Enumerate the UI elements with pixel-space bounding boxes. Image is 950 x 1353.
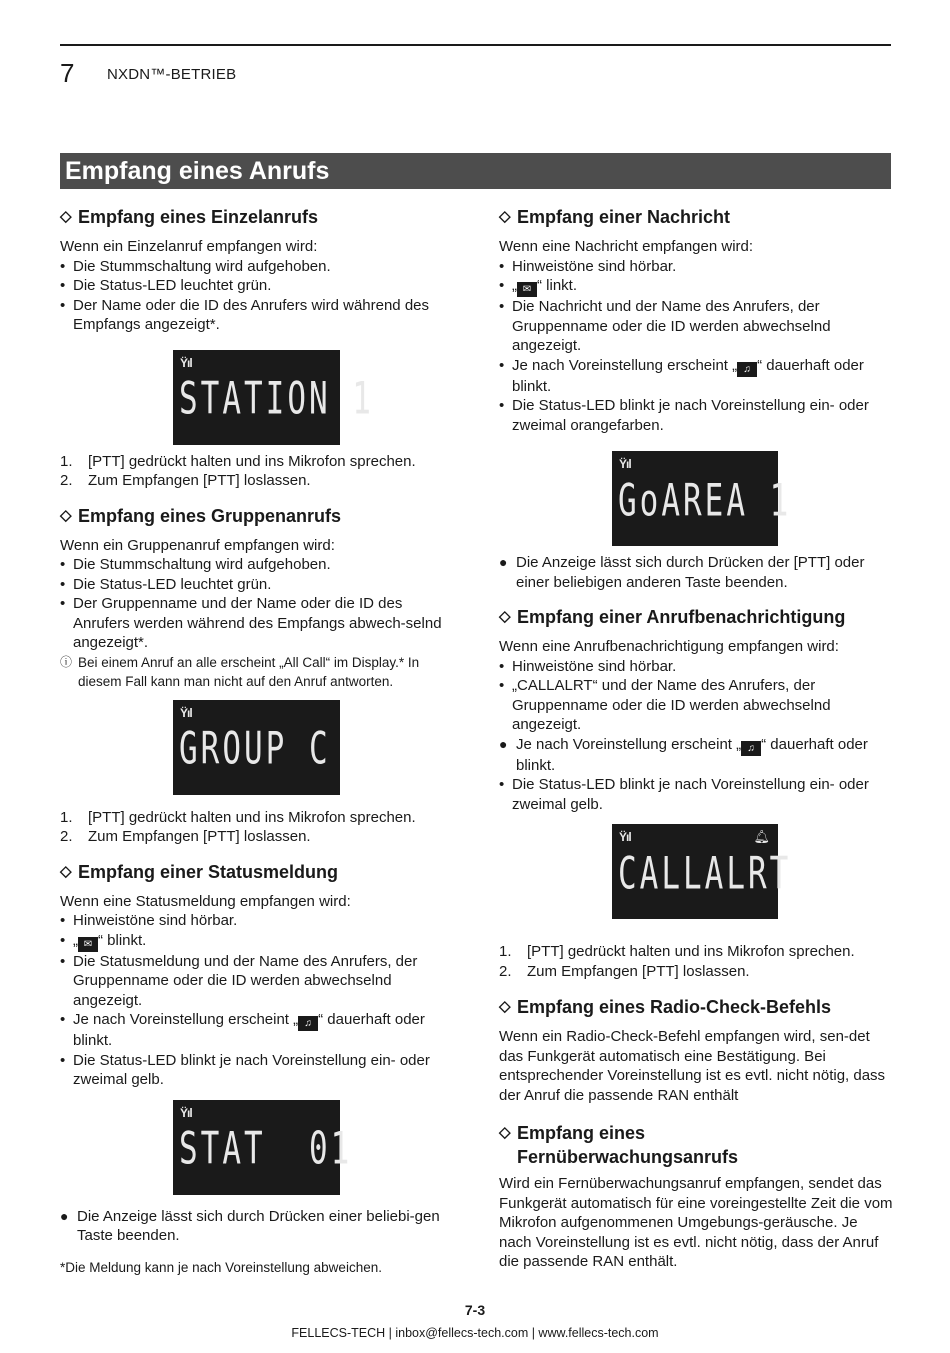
- heading-statusmeldung: ◇ Empfang einer Statusmeldung: [60, 861, 339, 882]
- lcd-display: [173, 700, 340, 795]
- bell-message-icon: ♫: [737, 362, 757, 377]
- header-rule: [60, 44, 891, 46]
- heading-fernueberwachung: ◇ Empfang eines: [499, 1123, 646, 1143]
- signal-strength-icon: Ÿıl: [619, 457, 631, 471]
- heading-einzelanruf: ◇ Empfang eines Einzelanrufs: [60, 207, 319, 227]
- bullet: • Je nach Voreinstellung erscheint „ ♫ “ dauerhaft oder blinkt.: [60, 1010, 460, 1051]
- section-banner: [60, 153, 891, 189]
- step-text: Zum Empfangen [PTT] loslassen.: [527, 962, 750, 980]
- bell-icon: 🔔︎: [753, 829, 770, 844]
- bell-message-icon: ♫: [298, 1016, 318, 1031]
- intro-text: Wenn ein Einzelanruf empfangen wird:: [60, 238, 318, 255]
- bullet: • „ ✉ “ blinkt.: [60, 931, 460, 952]
- envelope-icon: ✉: [78, 937, 98, 952]
- signal-strength-icon: Ÿıl: [180, 1105, 192, 1120]
- bullet: • Die Stummschaltung wird aufgehoben.: [60, 555, 460, 575]
- bullet: • Die Status-LED blinkt je nach Voreinstellung ein- oder zweimal gelb.: [499, 775, 894, 814]
- intro-text: Wenn ein Gruppenanruf empfangen wird:: [60, 536, 335, 554]
- bullet: • Die Stummschaltung wird aufgehoben.: [60, 257, 460, 277]
- lcd-display: [173, 350, 374, 445]
- lcd-text: GoAREA 1: [618, 474, 792, 527]
- intro-text: Wenn eine Nachricht empfangen wird:: [499, 238, 754, 255]
- bullet: • Der Name oder die ID des Anrufers wird während des Empfangs angezeigt*.: [60, 296, 460, 335]
- bullet: • Die Status-LED blinkt je nach Voreinstellung ein- oder zweimal orangefarben.: [499, 396, 894, 435]
- end-note: ● Die Anzeige lässt sich durch Drücken der [PTT] oder einer beliebigen anderen Taste beenden.: [499, 553, 894, 592]
- diamond-icon: ◇: [499, 1124, 511, 1141]
- step-text: Zum Empfangen [PTT] loslassen.: [88, 472, 311, 489]
- lcd-display: [612, 824, 792, 919]
- bullet: • Der Gruppenname und der Name oder die ID des Anrufers werden während des Empfangs abwech-selnd angezeigt*.: [60, 594, 460, 653]
- heading-radio-check: ◇ Empfang eines Radio-Check-Befehls: [499, 997, 832, 1017]
- bullet: • Die Status-LED blinkt je nach Voreinstellung ein- oder zweimal gelb.: [60, 1051, 460, 1090]
- lcd-text: STATION 1: [179, 372, 374, 425]
- signal-strength-icon: Ÿıl: [180, 705, 192, 720]
- lcd-text: GROUP C: [179, 722, 331, 775]
- lcd-text: CALLALRT: [618, 847, 792, 900]
- bullet: • Hinweistöne sind hörbar.: [499, 657, 894, 677]
- diamond-icon: ◇: [499, 208, 511, 225]
- diamond-icon: ◇: [499, 998, 511, 1015]
- step-list: 1. [PTT] gedrückt halten und ins Mikrofon sprechen. 2. Zum Empfangen [PTT] loslassen.: [60, 808, 416, 845]
- chapter-title: NXDN™-BETRIEB: [107, 66, 237, 83]
- diamond-icon: ◇: [499, 608, 511, 625]
- info-note: ⓘ Bei einem Anruf an alle erscheint „All Call“ im Display.* In diesem Fall kann man nicht auf den Anruf antworten.: [60, 653, 460, 691]
- page-number: 7-3: [464, 1302, 486, 1318]
- lcd-text: STAT 01: [179, 1122, 353, 1175]
- body-text: Wird ein Fernüberwachungsanruf empfangen, sendet das Funkgerät automatisch für eine voreingestellte Zeit die vom Mikrofon aufgenommenen Umgebungs-geräusche. Je nach Voreinstellung ist es evtl. nicht nötig, dass der Anruf die passende RAN enthält.: [499, 1175, 893, 1270]
- bell-message-icon: ♫: [741, 741, 761, 756]
- intro-text: Wenn eine Anrufbenachrichtigung empfangen wird:: [499, 638, 839, 655]
- bullet: • Die Nachricht und der Name des Anrufers, der Gruppenname oder die ID werden abwechselnd angezeigt.: [499, 297, 894, 356]
- diamond-icon: ◇: [60, 506, 72, 524]
- bullet: • „CALLALRT“ und der Name des Anrufers, der Gruppenname oder die ID werden abwechselnd angezeigt.: [499, 676, 894, 735]
- signal-strength-icon: Ÿıl: [180, 355, 192, 370]
- page-footer: FELLECS-TECH | inbox@fellecs-tech.com | www.fellecs-tech.com: [291, 1326, 659, 1340]
- lcd-display: [612, 451, 792, 546]
- heading-nachricht: ◇ Empfang einer Nachricht: [499, 207, 731, 227]
- step-list: 1. [PTT] gedrückt halten und ins Mikrofon sprechen. 2. Zum Empfangen [PTT] loslassen.: [499, 943, 855, 980]
- envelope-icon: ✉: [517, 282, 537, 297]
- bullet: • Hinweistöne sind hörbar.: [499, 257, 894, 277]
- footnote: *Die Meldung kann je nach Voreinstellung abweichen.: [60, 1259, 382, 1275]
- step-list: 1. [PTT] gedrückt halten und ins Mikrofon sprechen. 2. Zum Empfangen [PTT] loslassen.: [60, 452, 416, 489]
- bullet: • Die Status-LED leuchtet grün.: [60, 575, 460, 595]
- body-text: Wenn ein Radio-Check-Befehl empfangen wird, sen-det das Funkgerät automatisch eine Bestätigung. Bei entsprechender Voreinstellung ist es evtl. nicht nötig, dass der Anruf die passende RAN enthält: [499, 1028, 886, 1104]
- left-column: [60, 206, 460, 1276]
- diamond-icon: ◇: [60, 208, 72, 225]
- bullet: • „ ✉ “ linkt.: [499, 276, 894, 297]
- bullet: • Die Statusmeldung und der Name des Anrufers, der Gruppenname oder die ID werden abwechselnd angezeigt.: [60, 952, 460, 1011]
- bullet: • Je nach Voreinstellung erscheint „ ♫ “ dauerhaft oder blinkt.: [499, 356, 894, 397]
- step-text: [PTT] gedrückt halten und ins Mikrofon sprechen.: [88, 808, 416, 826]
- right-column: [499, 206, 894, 1272]
- heading-anrufbenachrichtigung: ◇ Empfang einer Anrufbenachrichtigung: [499, 607, 846, 627]
- chapter-number: 7: [60, 58, 75, 88]
- heading-fernueberwachung-cont: Fernüberwachungsanrufs: [517, 1147, 739, 1167]
- heading-gruppenanruf: ◇ Empfang eines Gruppenanrufs: [60, 505, 342, 526]
- diamond-icon: ◇: [60, 862, 72, 880]
- lcd-display: [173, 1100, 353, 1195]
- banner-title: Empfang eines Anrufs: [65, 157, 330, 185]
- signal-strength-icon: Ÿıl: [619, 830, 631, 844]
- step-text: [PTT] gedrückt halten und ins Mikrofon sprechen.: [527, 943, 855, 960]
- bullet: ● Je nach Voreinstellung erscheint „ ♫ “ dauerhaft oder blinkt.: [499, 735, 894, 776]
- end-note: ● Die Anzeige lässt sich durch Drücken einer beliebi-gen Taste beenden.: [60, 1207, 460, 1246]
- step-text: Zum Empfangen [PTT] loslassen.: [88, 828, 311, 845]
- intro-text: Wenn eine Statusmeldung empfangen wird:: [60, 892, 351, 910]
- bullet: • Hinweistöne sind hörbar.: [60, 911, 460, 931]
- step-text: [PTT] gedrückt halten und ins Mikrofon sprechen.: [88, 452, 416, 470]
- bullet: • Die Status-LED leuchtet grün.: [60, 276, 460, 296]
